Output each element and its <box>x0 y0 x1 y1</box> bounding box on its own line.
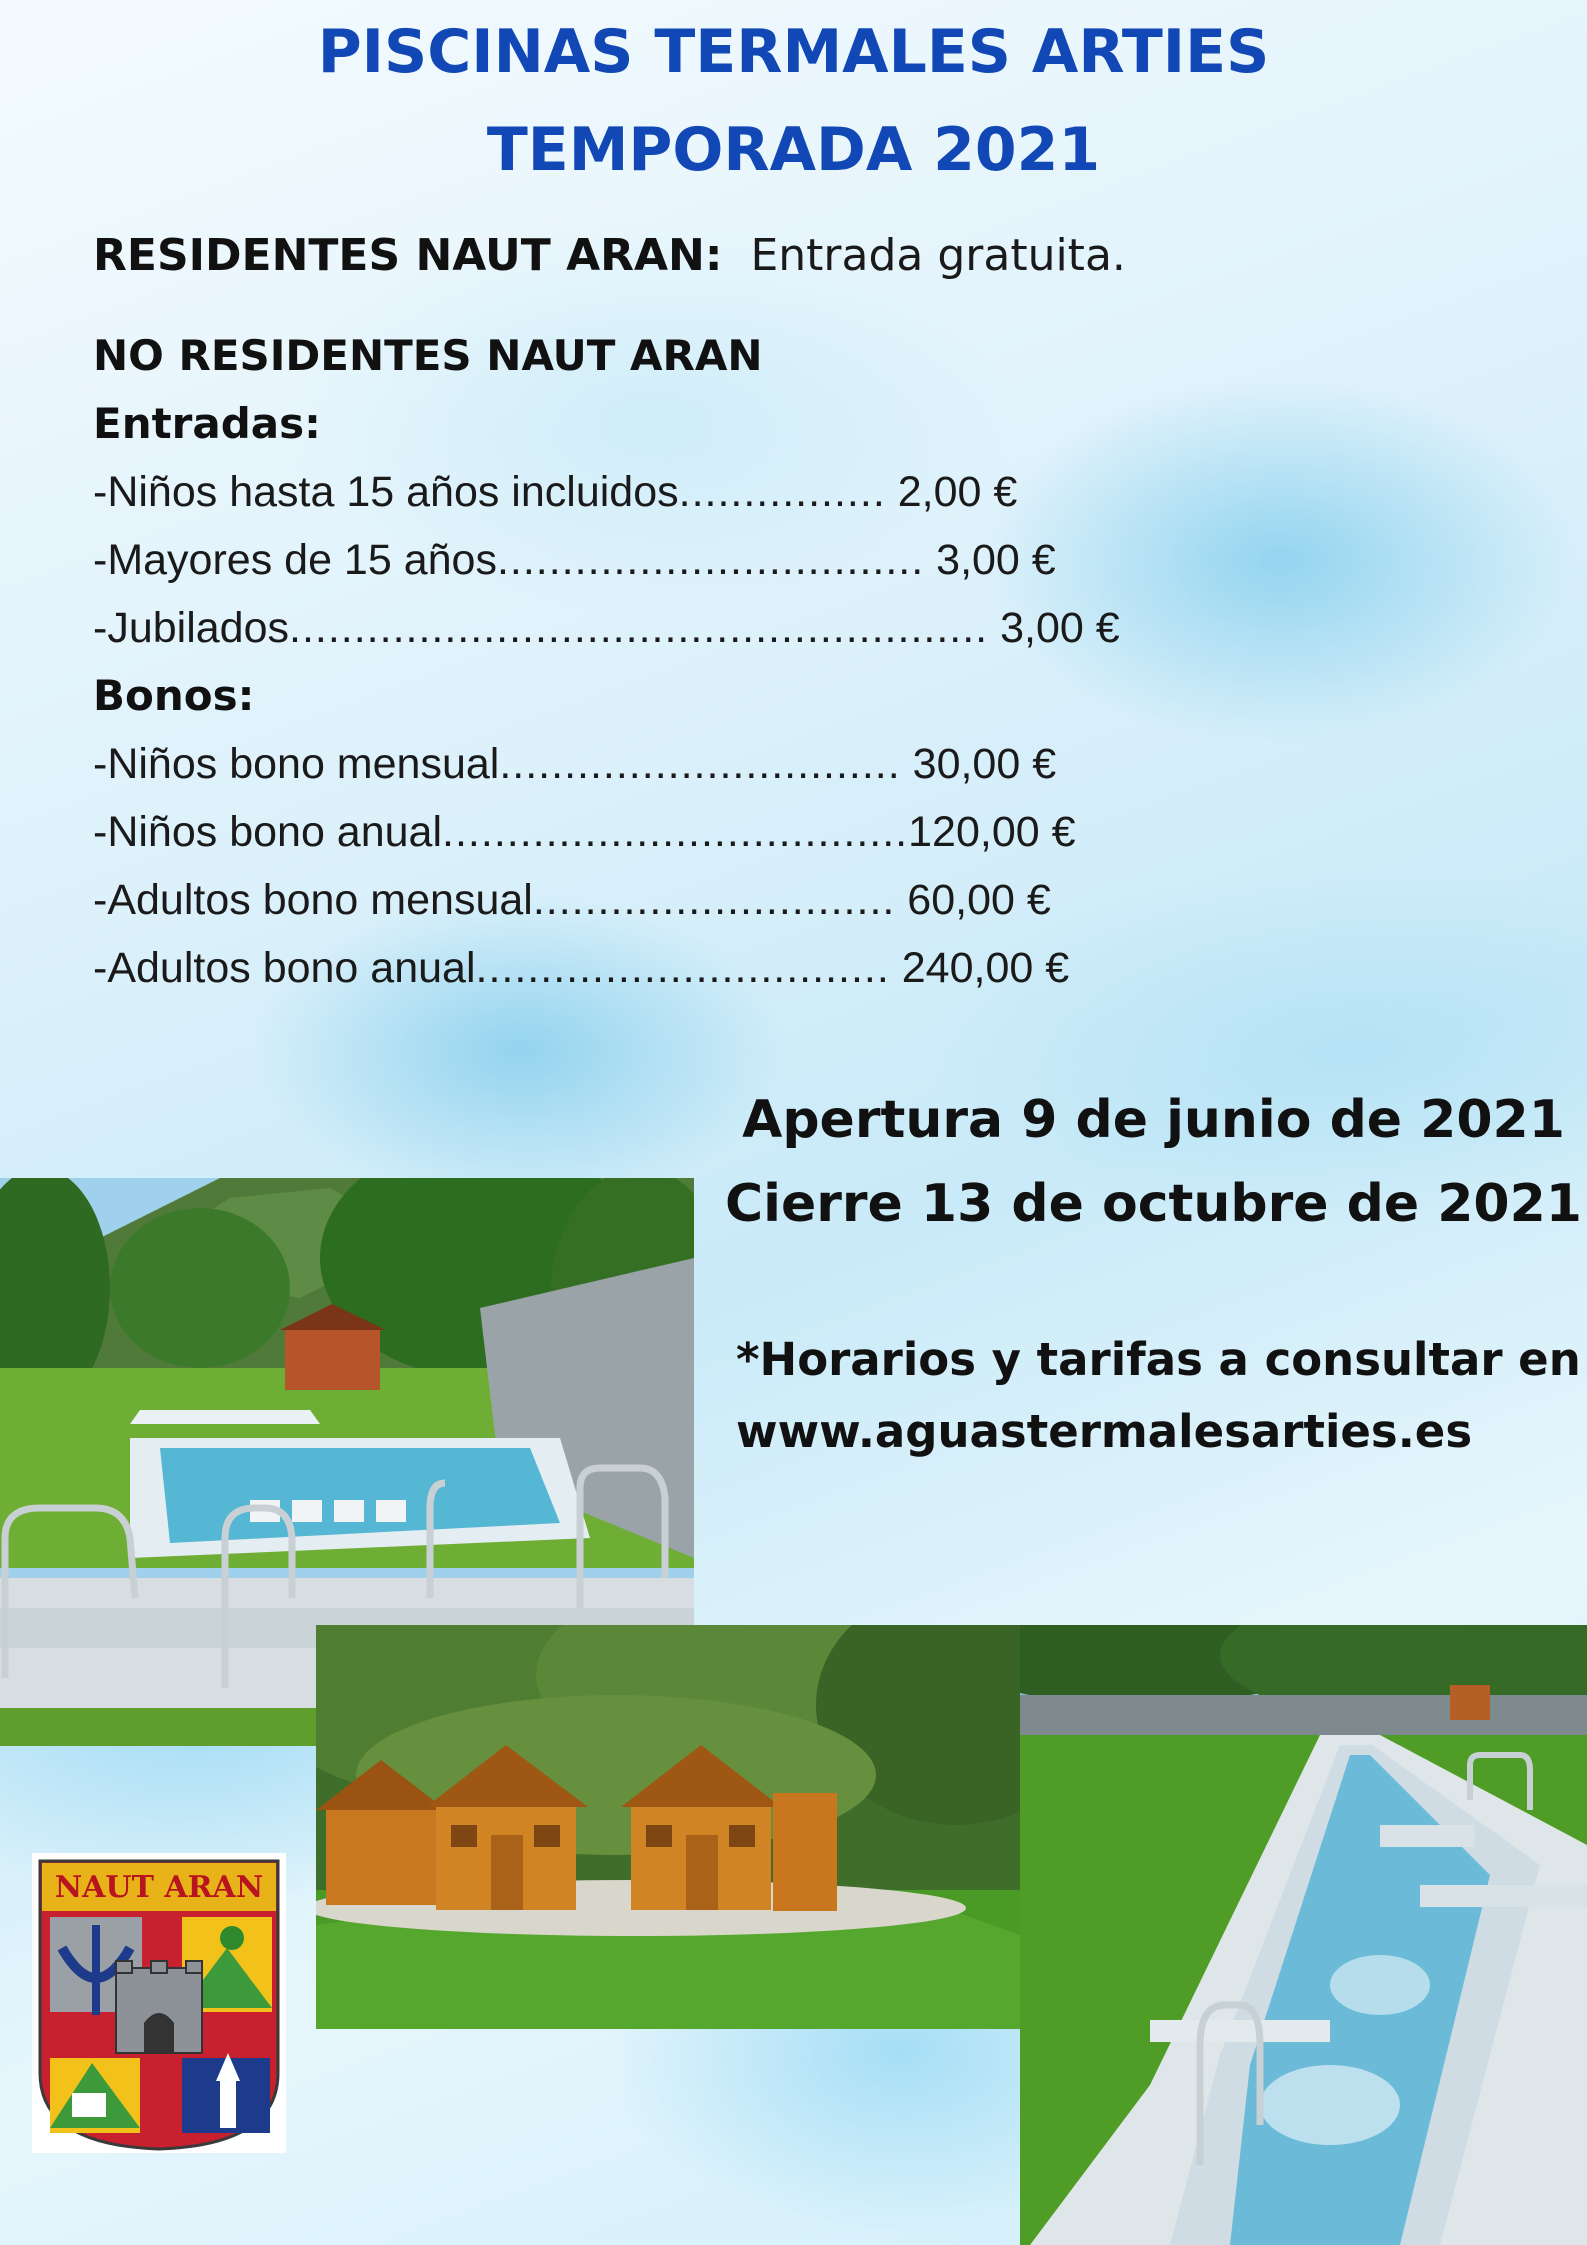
price-value: 120,00 € <box>908 808 1076 856</box>
price-label: -Niños bono anual <box>93 808 443 856</box>
price-row <box>93 462 1017 522</box>
price-dots: ................................ <box>475 944 890 992</box>
price-label: -Jubilados <box>93 604 289 652</box>
closing-date: Cierre 13 de octubre de 2021 <box>725 1174 1582 1234</box>
price-dots: ................................. <box>496 536 925 584</box>
entries-heading: Entradas: <box>93 399 321 448</box>
channel-photo <box>1020 1625 1587 2245</box>
naut-aran-crest <box>32 1853 286 2153</box>
crest-text: NAUT ARAN <box>54 1870 264 1905</box>
price-dots: ...................................................... <box>289 604 989 652</box>
price-label: -Niños bono mensual <box>93 740 500 788</box>
residents-value: Entrada gratuita. <box>750 230 1126 281</box>
price-label: -Adultos bono anual <box>93 944 476 992</box>
residents-label: RESIDENTES NAUT ARAN: <box>93 230 723 281</box>
price-row <box>93 938 1069 998</box>
price-row <box>93 802 1076 862</box>
website-link[interactable]: www.aguastermalesarties.es <box>736 1405 1473 1458</box>
price-dots: .................................... <box>442 808 909 856</box>
price-value: 240,00 € <box>889 944 1070 992</box>
price-row <box>93 530 1056 590</box>
price-label: -Adultos bono mensual <box>93 876 533 924</box>
price-row <box>93 598 1120 658</box>
price-value: 60,00 € <box>895 876 1051 924</box>
price-label: -Mayores de 15 años <box>93 536 497 584</box>
price-value: 3,00 € <box>988 604 1120 652</box>
price-value: 2,00 € <box>885 468 1018 516</box>
price-dots: ............................... <box>499 740 901 788</box>
cabins-photo <box>316 1625 1020 2029</box>
price-dots: ............................ <box>532 876 896 924</box>
non-residents-heading: NO RESIDENTES NAUT ARAN <box>93 331 763 380</box>
passes-heading: Bonos: <box>93 671 255 720</box>
page-title-line2: TEMPORADA 2021 <box>486 115 1101 185</box>
price-row <box>93 870 1051 930</box>
price-value: 3,00 € <box>924 536 1056 584</box>
info-text: *Horarios y tarifas a consultar en <box>736 1333 1581 1386</box>
price-label: -Niños hasta 15 años incluidos <box>93 468 679 516</box>
price-dots: ................ <box>678 468 886 516</box>
page-title-line1: PISCINAS TERMALES ARTIES <box>317 17 1270 87</box>
price-value: 30,00 € <box>900 740 1057 788</box>
residents-row <box>93 226 1126 286</box>
opening-date: Apertura 9 de junio de 2021 <box>742 1090 1565 1150</box>
price-row <box>93 734 1056 794</box>
